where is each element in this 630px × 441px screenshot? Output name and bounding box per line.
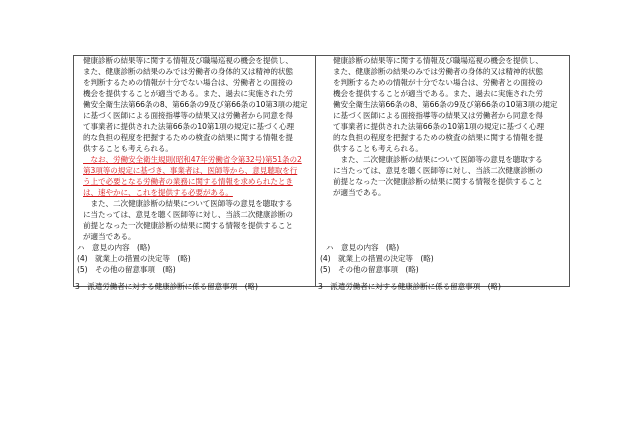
right-text-line: に基づく医師による面接指導等の結果又は労働者から同意を得 <box>333 111 543 120</box>
left-text-line: 健康診断の結果等に関する情報及び職場巡視の機会を提供し、 <box>83 56 293 65</box>
left-text-line: 第3項等の規定に基づき、事業者は、医師等から、意見聴取を行 <box>83 166 298 175</box>
right-text-line: (5) その他の留意事項 (略) <box>320 265 419 274</box>
left-text-line: に当たっては、意見を聴く医師等に対し、当該二次健康診断の <box>83 210 293 219</box>
left-text-line: ハ 意見の内容 (略) <box>77 243 151 252</box>
left-text-line: なお、労働安全衛生規則(昭和47年労働省令第32号)第51条の2 <box>83 155 302 164</box>
right-text-line: また、健康診断の結果のみでは労働者の身体的又は精神的状態 <box>333 67 543 76</box>
right-text-line: また、二次健康診断の結果について医師等の意見を聴取する <box>333 155 543 164</box>
right-text-line: ハ 意見の内容 (略) <box>326 243 400 252</box>
right-text-line: に当たっては、意見を聴く医師等に対し、当該二次健康診断の <box>333 166 543 175</box>
left-text-line: て事業者に提供された法第66条の10第1項の規定に基づく心理 <box>83 122 294 131</box>
right-text-line: 前提となった一次健康診断の結果に関する情報を提供すること <box>333 177 543 186</box>
left-text-line: が適当である。 <box>83 232 136 241</box>
left-text-line: また、健康診断の結果のみでは労働者の身体的又は精神的状態 <box>83 67 293 76</box>
right-text-line: 働安全衛生法第66条の8、第66条の9及び第66条の10第3項の規定 <box>333 100 558 109</box>
right-text-line: 機会を提供することが適当である。また、過去に実施された労 <box>333 89 543 98</box>
left-text-line: 前提となった一次健康診断の結果に関する情報を提供すること <box>83 221 293 230</box>
left-text-line: に基づく医師による面接指導等の結果又は労働者から同意を得 <box>83 111 293 120</box>
left-text-line: 3 派遣労働者に対する健康診断に係る留意事項 (略) <box>75 282 258 291</box>
left-text-line: は、速やかに、これを提供する必要がある。 <box>83 188 233 197</box>
right-text-line: 健康診断の結果等に関する情報及び職場巡視の機会を提供し、 <box>333 56 543 65</box>
right-text-line: 的な負担の程度を把握するための検査の結果に関する情報を提 <box>333 133 543 142</box>
left-text-line: 働安全衛生法第66条の8、第66条の9及び第66条の10第3項の規定 <box>83 100 308 109</box>
left-text-line: う上で必要となる労働者の業務に関する情報を求められたとき <box>83 177 293 186</box>
left-text-line: 供することも考えられる。 <box>83 144 173 153</box>
right-text-line: 3 派遣労働者に対する健康診断に係る留意事項 (略) <box>318 282 501 291</box>
right-text-line: て事業者に提供された法第66条の10第1項の規定に基づく心理 <box>333 122 544 131</box>
right-text-line: (4) 就業上の措置の決定等 (略) <box>320 254 434 263</box>
right-text-line: が適当である。 <box>333 188 386 197</box>
left-text-line: を判断するための情報が十分でない場合は、労働者との面接の <box>83 78 293 87</box>
left-text-line: また、二次健康診断の結果について医師等の意見を聴取する <box>83 199 293 208</box>
left-text-line: 機会を提供することが適当である。また、過去に実施された労 <box>83 89 293 98</box>
right-text-line: 供することも考えられる。 <box>333 144 423 153</box>
left-text-line: (5) その他の留意事項 (略) <box>77 265 176 274</box>
left-text-line: (4) 就業上の措置の決定等 (略) <box>77 254 191 263</box>
left-text-line: 的な負担の程度を把握するための検査の結果に関する情報を提 <box>83 133 293 142</box>
right-text-line: を判断するための情報が十分でない場合は、労働者との面接の <box>333 78 543 87</box>
